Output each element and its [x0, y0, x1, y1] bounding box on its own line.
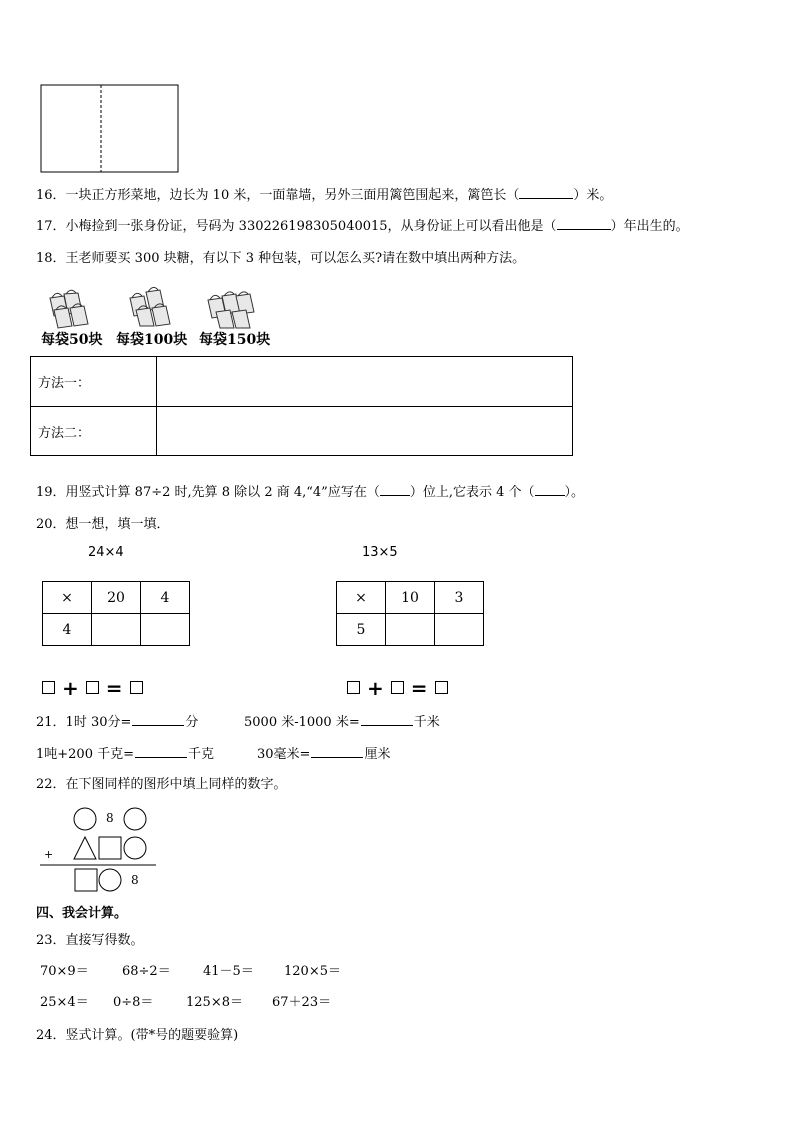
question-22: 22．在下图同样的图形中填上同样的数字。	[36, 777, 287, 792]
question-21-b: 5000 米-1000 米= 千米	[244, 715, 440, 730]
question-18: 18．王老师要买 300 块糖，有以下 3 种包装，可以怎么买?请在数中填出两种方法。	[36, 251, 526, 266]
grid-cell: 3	[435, 582, 484, 614]
box-equation-right	[347, 675, 448, 700]
grid-cell: 20	[92, 582, 141, 614]
equals-sign: =	[410, 675, 428, 700]
plus-sign: +	[367, 675, 384, 700]
multiplication-grid-right	[336, 581, 484, 646]
answer-blank[interactable]	[380, 485, 410, 496]
multiplication-grid-left	[42, 581, 190, 646]
question-20: 20．想一想，填一填．	[36, 517, 170, 532]
calc-item: 125×8＝	[186, 995, 243, 1010]
folded-rectangle-figure	[40, 84, 180, 174]
candy-bag-100-icon	[124, 282, 176, 328]
question-19: 19．用竖式计算 87÷2 时,先算 8 除以 2 商 4,“4”应写在（ ）位上,它表示 4 个（ ）。	[36, 485, 585, 500]
answer-blank[interactable]	[311, 745, 363, 758]
answer-blank[interactable]	[535, 485, 565, 496]
puzzle-digit-top: 8	[106, 811, 114, 825]
answer-blank[interactable]	[557, 219, 611, 230]
grid-cell: 4	[141, 582, 190, 614]
question-24: 24．竖式计算。(带*号的题要验算)	[36, 1028, 239, 1043]
expr-left: 24×4	[88, 545, 124, 560]
box-equation-left	[42, 675, 143, 700]
answer-box[interactable]	[130, 681, 143, 694]
bag-label-150: 每袋150块	[199, 332, 271, 348]
answer-box[interactable]	[391, 681, 404, 694]
grid-cell: 4	[43, 614, 92, 646]
grid-cell: ×	[43, 582, 92, 614]
grid-answer-cell[interactable]	[141, 614, 190, 646]
puzzle-digit-bottom: 8	[131, 873, 139, 887]
bag-label-50: 每袋50块	[41, 332, 103, 348]
answer-box[interactable]	[347, 681, 360, 694]
expr-right: 13×5	[362, 545, 398, 560]
shape-addition-puzzle	[38, 806, 162, 894]
shape-puzzle-drawing	[38, 806, 162, 894]
calc-item: 120×5＝	[284, 964, 341, 979]
calc-item: 41－5＝	[203, 964, 254, 979]
question-21-c: 1吨+200 千克= 千克	[36, 747, 215, 762]
grid-answer-cell[interactable]	[386, 614, 435, 646]
answer-box[interactable]	[435, 681, 448, 694]
answer-blank[interactable]	[135, 745, 187, 758]
method-table	[30, 356, 573, 456]
candy-bag-150-icon	[204, 284, 256, 330]
calc-item: 67＋23＝	[272, 995, 332, 1010]
grid-answer-cell[interactable]	[92, 614, 141, 646]
plus-sign: +	[62, 675, 79, 700]
calc-item: 25×4＝	[40, 995, 89, 1010]
method-1-answer[interactable]	[157, 357, 573, 407]
question-16: 16．一块正方形菜地，边长为 10 米，一面靠墙，另外三面用篱笆围起来，篱笆长（ ）米。	[36, 188, 613, 203]
calc-item: 0÷8＝	[113, 995, 154, 1010]
puzzle-plus-sign: +	[44, 848, 54, 861]
calc-item: 70×9＝	[40, 964, 89, 979]
candy-bag-50-icon	[44, 284, 96, 330]
answer-blank[interactable]	[361, 713, 413, 726]
section-4-title: 四、我会计算。	[36, 906, 128, 921]
grid-answer-cell[interactable]	[435, 614, 484, 646]
equals-sign: =	[105, 675, 123, 700]
question-21-a: 21．1时 30分= 分	[36, 715, 199, 730]
answer-box[interactable]	[86, 681, 99, 694]
method-2-label: 方法二：	[31, 407, 157, 456]
question-23: 23．直接写得数。	[36, 933, 144, 948]
answer-box[interactable]	[42, 681, 55, 694]
question-17: 17．小梅捡到一张身份证，号码为 330226198305040015，从身份证上可以看出他是（ ）年出生的。	[36, 219, 689, 234]
question-21-d: 30毫米= 厘米	[257, 747, 391, 762]
calc-item: 68÷2＝	[122, 964, 171, 979]
grid-cell: ×	[337, 582, 386, 614]
method-2-answer[interactable]	[157, 407, 573, 456]
grid-cell: 10	[386, 582, 435, 614]
answer-blank[interactable]	[519, 188, 573, 199]
method-1-label: 方法一：	[31, 357, 157, 407]
bag-label-100: 每袋100块	[116, 332, 188, 348]
answer-blank[interactable]	[132, 713, 184, 726]
grid-cell: 5	[337, 614, 386, 646]
